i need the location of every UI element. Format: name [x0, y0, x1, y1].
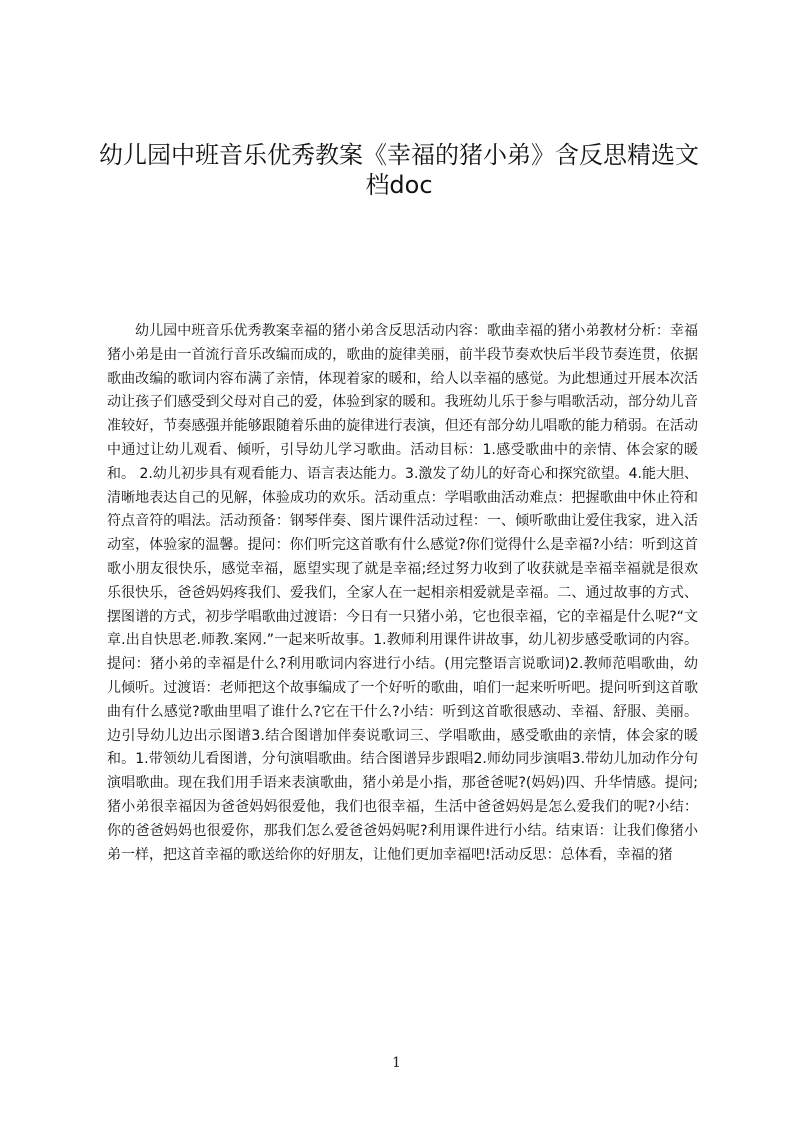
document-body-paragraph: 幼儿园中班音乐优秀教案幸福的猪小弟含反思活动内容：歌曲幸福的猪小弟教材分析：幸福猪小弟是由一首流行音乐改编而成的，歌曲的旋律美丽，前半段节奏欢快后半段节奏连贯，依据歌曲改编的歌词内容布满了亲情，体现着家的暖和，给人以幸福的感觉。为此想通过开展本次活动让孩子们感受到父母对自己的爱，体验到家的暖和。我班幼儿乐于参与唱歌活动，部分幼儿音准较好，节奏感强并能够跟随着乐曲的旋律进行表演，但还有部分幼儿唱歌的能力稍弱。在活动中通过让幼儿观看、倾听，引导幼儿学习歌曲。活动目标：1.感受歌曲中的亲情、体会家的暖和。 2.幼儿初步具有观看能力、语言表达能力。3.激发了幼儿的好奇心和探究欲望。4.能大胆、清晰地表达自己的见解，体验成功的欢乐。活动重点：学唱歌曲活动难点：把握歌曲中休止符和符点音符的唱法。活动预备：钢琴伴奏、图片课件活动过程：一、倾听歌曲让爱住我家，进入活动室，体验家的温馨。提问：你们听完这首歌有什么感觉?你们觉得什么是幸福?小结：听到这首歌小朋友很快乐，感觉幸福，愿望实现了就是幸福;经过努力收到了收获就是幸福幸福就是很欢乐很快乐，爸爸妈妈疼我们、爱我们，全家人在一起相亲相爱就是幸福。二、通过故事的方式、摆图谱的方式，初步学唱歌曲过渡语：今日有一只猪小弟，它也很幸福，它的幸福是什么呢?“文章.出自快思老.师教.案网.”一起来听故事。1.教师利用课件讲故事，幼儿初步感受歌词的内容。提问：猪小弟的幸福是什么?利用歌词内容进行小结。(用完整语言说歌词)2.教师范唱歌曲，幼儿倾听。过渡语：老师把这个故事编成了一个好听的歌曲，咱们一起来听听吧。提问听到这首歌曲有什么感觉?歌曲里唱了谁什么?它在干什么?小结：听到这首歌很感动、幸福、舒服、美丽。边引导幼儿边出示图谱3.结合图谱加伴奏说歌词三、学唱歌曲，感受歌曲的亲情，体会家的暖和。1.带领幼儿看图谱，分句演唱歌曲。结合图谱异步跟唱2.师幼同步演唱3.带幼儿加动作分句演唱歌曲。现在我们用手语来表演歌曲，猪小弟是小指，那爸爸呢?(妈妈)四、升华情感。提问;猪小弟很幸福因为爸爸妈妈很爱他，我们也很幸福，生活中爸爸妈妈是怎么爱我们的呢?小结：你的爸爸妈妈也很爱你，那我们怎么爱爸爸妈妈呢?利用课件进行小结。结束语：让我们像猪小弟一样，把这首幸福的歌送给你的好朋友，让他们更加幸福吧!活动反思：总体看，幸福的猪	[107, 323, 698, 863]
page-number: 1	[392, 1055, 401, 1071]
document-title: 幼儿园中班音乐优秀教案《幸福的猪小弟》含反思精选文档doc	[99, 141, 699, 199]
